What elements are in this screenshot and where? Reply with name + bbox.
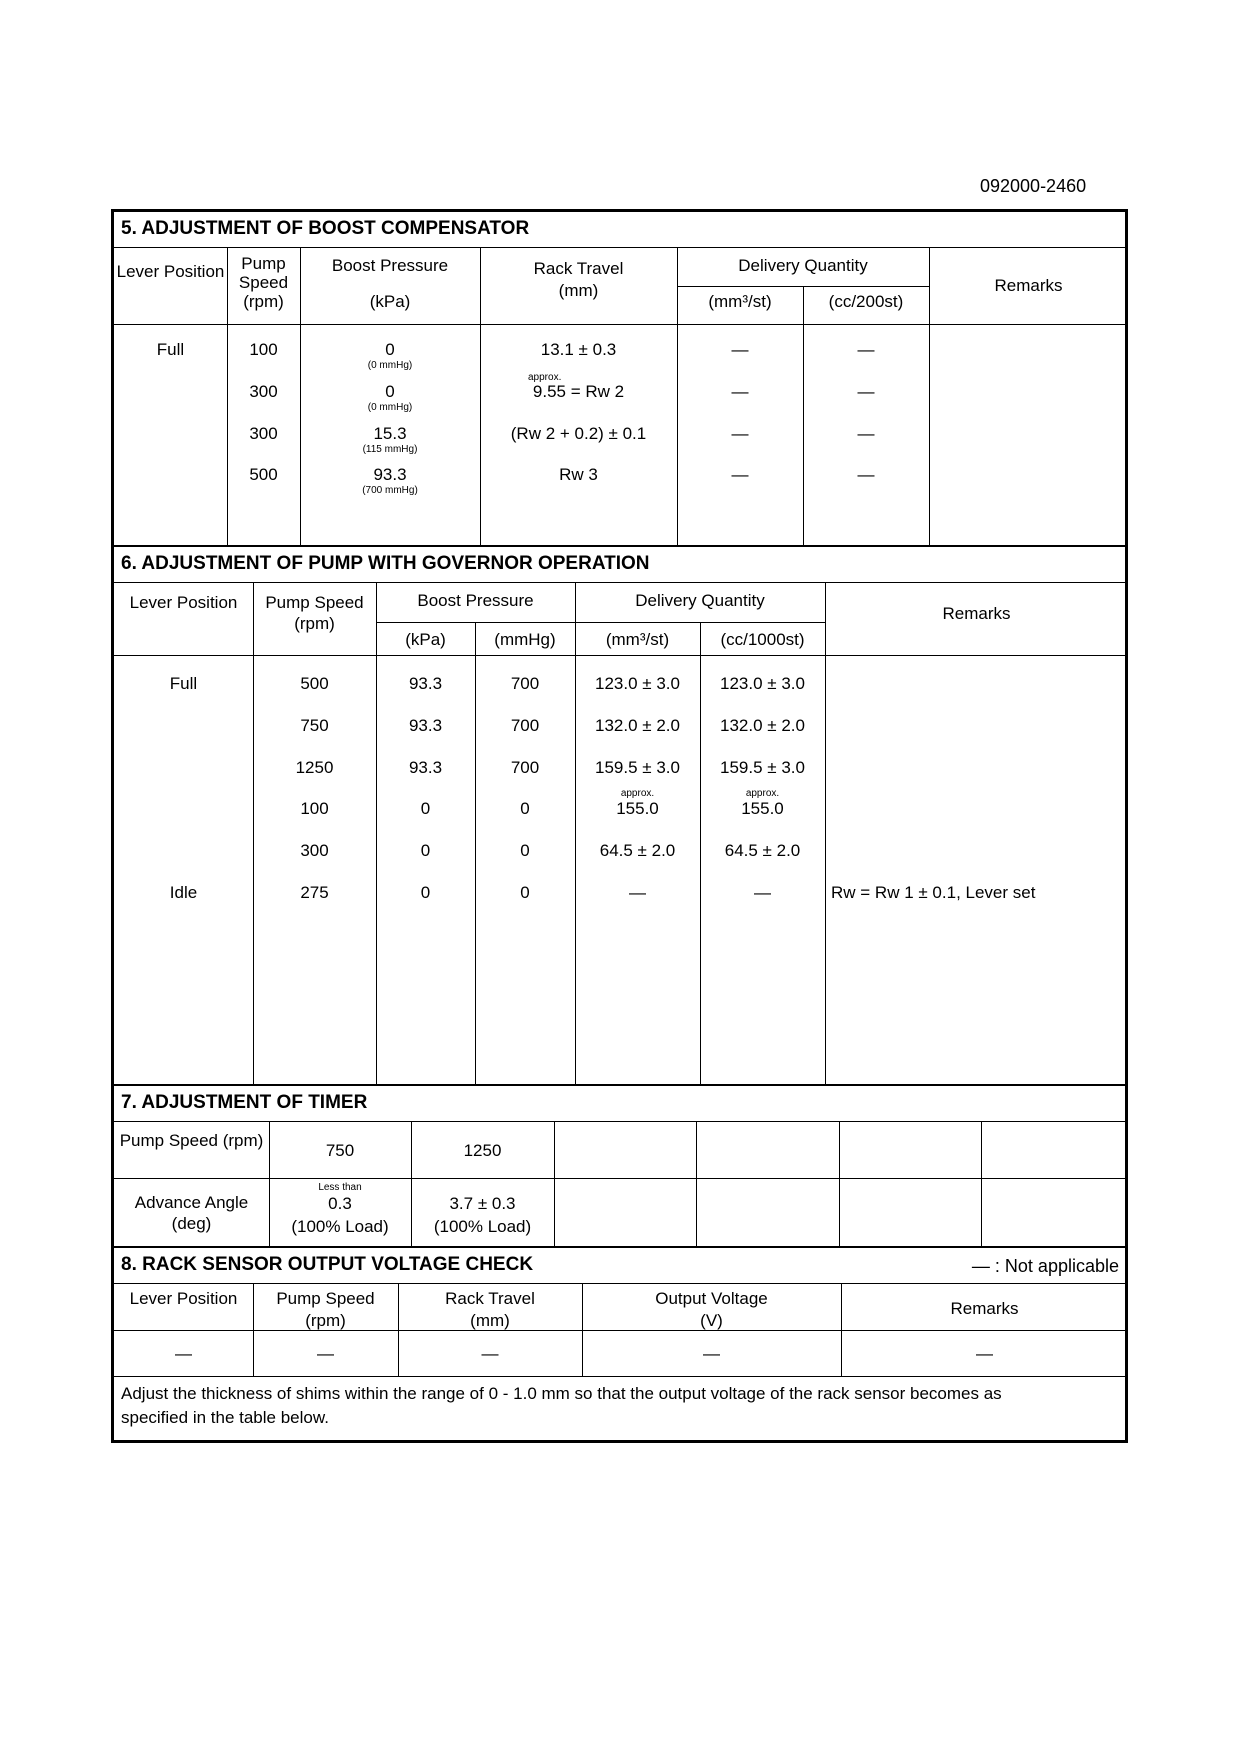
s7-advance-load-2: (100% Load) (433, 1217, 532, 1236)
s8-header-lever-position: Lever Position (129, 1289, 238, 1308)
s6-delivery-1: 155.0 (616, 799, 659, 818)
s8-header-pump-unit: (rpm) (305, 1311, 346, 1330)
s6-mmhg: 700 (510, 716, 540, 735)
s8-header-output-voltage: Output Voltage (655, 1289, 768, 1308)
s8-header-remarks: Remarks (950, 1299, 1019, 1318)
s8-lever: — (175, 1344, 192, 1363)
section-6-title: 6. ADJUSTMENT OF PUMP WITH GOVERNOR OPERATION (114, 547, 1125, 583)
s5-delivery-2: — (857, 465, 875, 484)
s6-delivery-2: 64.5 ± 2.0 (724, 841, 801, 860)
s6-delivery-1: 132.0 ± 2.0 (595, 716, 680, 735)
s5-delivery-2: — (857, 424, 875, 443)
s5-header-boost-unit: (kPa) (369, 292, 411, 311)
s6-header-delivery-unit-2: (cc/1000st) (720, 630, 805, 649)
s5-pump: 300 (249, 382, 278, 401)
s6-header-boost-pressure: Boost Pressure (417, 591, 534, 610)
s5-header-lever-position: Lever Position (116, 262, 225, 281)
s8-header-rack-travel: Rack Travel (445, 1289, 535, 1308)
s6-delivery-2: 123.0 ± 3.0 (720, 674, 805, 693)
s5-header-rack-travel: Rack Travel (533, 259, 624, 278)
section-8-title: 8. RACK SENSOR OUTPUT VOLTAGE CHECK — : Not applicable (114, 1248, 1125, 1284)
s6-delivery-1: 64.5 ± 2.0 (599, 841, 676, 860)
s6-lever: Full (169, 674, 198, 693)
s6-delivery-2: — (754, 883, 771, 902)
s7-advance-load-1: (100% Load) (291, 1217, 389, 1236)
s5-lever: Full (156, 340, 185, 359)
s5-rack: (Rw 2 + 0.2) ± 0.1 (510, 424, 647, 443)
section-5-title: 5. ADJUSTMENT OF BOOST COMPENSATOR (114, 212, 1125, 248)
s5-header-remarks: Remarks (994, 276, 1063, 295)
s6-header-delivery-unit-1: (mm³/st) (605, 630, 670, 649)
s6-delivery-2-approx-note: approx. (745, 788, 780, 799)
s6-mmhg: 0 (520, 883, 530, 902)
s5-boost: 0 (385, 340, 395, 359)
s6-header-boost-mmhg: (mmHg) (494, 630, 556, 649)
s7-advance-less-than-note: Less than (318, 1182, 362, 1193)
s5-rack: Rw 3 (559, 465, 598, 484)
s6-pump: 275 (300, 883, 329, 902)
s7-pump-speed-1: 750 (325, 1141, 355, 1160)
s5-rack: 13.1 ± 0.3 (540, 340, 617, 359)
s6-pump: 1250 (295, 758, 334, 777)
s5-header-delivery-unit-2: (cc/200st) (828, 292, 904, 311)
s6-header-remarks: Remarks (942, 604, 1011, 623)
s6-pump: 500 (300, 674, 329, 693)
s6-delivery-1-approx-note: approx. (620, 788, 655, 799)
s5-boost-mmhg: (115 mmHg) (362, 444, 418, 455)
s5-rack: 9.55 = Rw 2 (532, 382, 625, 401)
s5-pump: 300 (249, 424, 278, 443)
s8-rack: — (481, 1344, 499, 1363)
s6-delivery-1: 123.0 ± 3.0 (595, 674, 680, 693)
document-number: 092000-2460 (980, 176, 1087, 196)
s5-delivery-2: — (857, 382, 875, 401)
s5-pump: 500 (249, 465, 278, 484)
s6-header-delivery-quantity: Delivery Quantity (635, 591, 765, 610)
s5-boost-mmhg: (0 mmHg) (367, 360, 413, 371)
s6-header-boost-kpa: (kPa) (405, 630, 446, 649)
s8-header-pump-speed: Pump Speed (276, 1289, 375, 1308)
s7-advance-angle-label: Advance Angle (deg) (134, 1193, 249, 1233)
s5-rack-approx-note: approx. (528, 372, 562, 383)
s5-header-delivery-unit-1: (mm³/st) (708, 292, 772, 311)
s6-header-pump-speed: Pump Speed (265, 593, 364, 612)
s6-remarks: Rw = Rw 1 ± 0.1, Lever set (831, 883, 1036, 902)
s6-delivery-2: 155.0 (741, 799, 784, 818)
s7-advance-angle-1: 0.3 (328, 1194, 352, 1213)
s6-delivery-1: — (629, 883, 646, 902)
s6-kpa: 93.3 (408, 716, 443, 735)
s5-boost-mmhg: (0 mmHg) (367, 402, 413, 413)
s8-header-rack-unit: (mm) (470, 1311, 510, 1330)
s5-boost-mmhg: (700 mmHg) (362, 485, 418, 496)
s5-pump: 100 (249, 340, 278, 359)
s8-remarks: — (976, 1344, 993, 1363)
rack-sensor-note: Adjust the thickness of shims within the range of 0 - 1.0 mm so that the output voltage of the rack sensor becomes as specified in the table below. (121, 1384, 1002, 1427)
s6-mmhg: 0 (520, 799, 530, 818)
s8-pump: — (317, 1344, 334, 1363)
s6-pump: 750 (300, 716, 329, 735)
section-7-title: 7. ADJUSTMENT OF TIMER (114, 1086, 1125, 1122)
s6-pump: 300 (300, 841, 329, 860)
s5-delivery-1: — (731, 424, 749, 443)
s6-kpa: 0 (420, 841, 431, 860)
s6-header-pump-unit: (rpm) (294, 614, 335, 633)
s5-header-pump-speed: Pump Speed (rpm) (238, 254, 289, 311)
s6-header-lever-position: Lever Position (129, 593, 238, 612)
s8-header-output-unit: (V) (700, 1311, 723, 1330)
s6-mmhg: 0 (520, 841, 530, 860)
s5-delivery-2: — (857, 340, 875, 359)
s5-header-boost-pressure: Boost Pressure (331, 256, 449, 275)
s5-delivery-1: — (731, 465, 749, 484)
s8-output: — (703, 1344, 720, 1363)
not-applicable-legend: — : Not applicable (971, 1256, 1119, 1276)
s5-delivery-1: — (731, 340, 749, 359)
s5-header-delivery-quantity: Delivery Quantity (738, 256, 868, 275)
s6-kpa: 0 (420, 799, 431, 818)
specification-sheet (111, 209, 1128, 1443)
s7-advance-angle-2: 3.7 ± 0.3 (449, 1194, 516, 1213)
s6-mmhg: 700 (510, 674, 540, 693)
s7-pump-speed-2: 1250 (463, 1141, 502, 1160)
s5-delivery-1: — (731, 382, 749, 401)
s5-boost: 93.3 (373, 465, 407, 484)
s6-lever: Idle (169, 883, 198, 902)
s6-delivery-1: 159.5 ± 3.0 (595, 758, 680, 777)
s6-mmhg: 700 (510, 758, 540, 777)
s6-kpa: 93.3 (408, 758, 443, 777)
s6-kpa: 93.3 (408, 674, 443, 693)
s6-kpa: 0 (420, 883, 431, 902)
s7-pump-speed-label: Pump Speed (rpm) (119, 1131, 264, 1150)
s5-boost: 0 (385, 382, 395, 401)
s6-delivery-2: 132.0 ± 2.0 (720, 716, 805, 735)
s6-delivery-2: 159.5 ± 3.0 (720, 758, 805, 777)
s5-header-rack-unit: (mm) (558, 281, 599, 300)
s5-boost: 15.3 (373, 424, 407, 443)
s6-pump: 100 (300, 799, 329, 818)
